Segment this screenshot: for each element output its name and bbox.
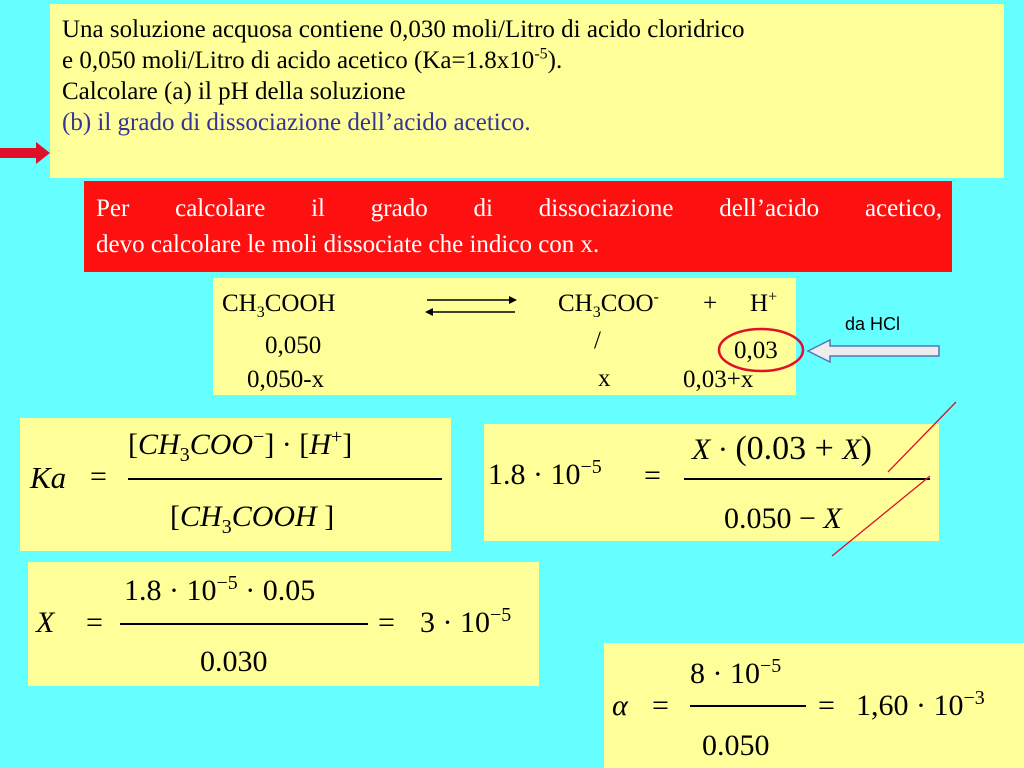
denominator-value: 0.050 − [724,502,824,535]
ka-numerator [128,426,353,466]
alpha-denominator: 0.050 [702,729,770,762]
reactant-acetic-acid [222,290,336,321]
bracket: [ [128,428,138,461]
numerator-exponent: −5 [760,655,782,677]
reaction-box [213,278,796,395]
initial-acid-conc: 0,050 [265,332,322,359]
slash-mark: / [594,327,601,354]
x-symbol: X [36,606,55,639]
x-denominator: 0.030 [200,645,268,678]
explanation-line-1: Per calcolare il grado di dissociazione dell’acido acetico, [96,195,942,222]
plus-sign: + [703,290,718,317]
numerator-mantissa: 1.8 · 10 [124,574,217,607]
numerator-exponent: −5 [216,572,238,594]
ka-denominator [170,500,335,538]
reactant-part: CH [222,290,257,317]
formula-part: CH [138,428,180,461]
result-mantissa: 3 · 10 [420,606,490,639]
equals-sign: = [644,459,661,492]
subscript: 3 [221,516,232,538]
charge: − [253,426,265,448]
problem-line-3: Calcolare (a) il pH della soluzione [62,78,406,105]
problem-line-2-end: ). [547,47,563,74]
alpha-calculation-box [604,643,1024,768]
equals-sign: = [378,606,395,639]
ka-exponent: -5 [534,45,548,63]
explanation-line-2: devo calcolare le moli dissociate che indico con x. [96,231,600,258]
bracket: [ [170,500,180,533]
x-variable: X [823,502,842,535]
x-calculation-box [28,562,539,686]
product-charge: - [653,288,659,306]
charge: + [330,426,343,448]
problem-line-1: Una soluzione acquosa contiene 0,030 moli/Litro di acido cloridrico [62,16,745,43]
product-part: CH [558,290,593,317]
equals-sign: = [818,689,835,722]
reactant-subscript: 3 [256,304,265,321]
highlight-circle-icon [716,325,812,375]
formula-part: COOH [231,500,317,533]
product-hydrogen-ion [750,288,778,317]
alpha-symbol: α [612,689,628,722]
result-mantissa: 1,60 · 10 [856,689,964,722]
problem-line-2 [62,45,1004,76]
formula-part: CH [180,500,222,533]
equilibrium-h-conc: 0,03+x [683,366,754,393]
hcl-source-label: da HCl [845,314,901,334]
product-acetate [558,288,659,321]
equilibrium-acid-conc: 0,050-x [247,366,325,393]
x-variable: X [692,433,711,466]
result-exponent: −5 [490,604,512,626]
ka-symbol: Ka [30,460,67,495]
fraction-bar [120,623,368,625]
formula-part: COO [189,428,254,461]
subscript: 3 [179,444,190,466]
pointer-arrow-icon [0,141,52,165]
ka-expression-box [20,418,451,551]
paren-expr: (0.03 + [735,430,843,467]
fraction-bar [128,478,442,480]
strike-through-icon [830,400,960,560]
numerator-mantissa: 8 · 10 [690,657,760,690]
numerator-tail: · 0.05 [237,574,316,607]
product-part: COO [600,290,654,317]
x-numerator [124,572,316,607]
ka-mantissa: 1.8 · 10 [488,458,581,491]
x-result [420,604,512,639]
dot: · [717,433,728,466]
product-part: H [750,290,769,317]
bracket-dot: ] · [ [264,428,310,461]
explanation-box [84,181,952,272]
hcl-pointer-arrow-icon [806,338,942,364]
product-subscript: 3 [592,304,601,321]
bracket: ] [342,428,353,461]
fraction-bar [690,705,806,707]
bracket: ] [316,500,335,533]
result-exponent: −3 [963,687,985,709]
initial-h-conc: 0,03 [734,337,778,364]
alpha-numerator [690,655,782,690]
problem-line-4: (b) il grado di dissociazione dell’acido acetico. [62,109,531,136]
product-charge: + [768,288,778,306]
paren-close: ) [860,430,872,467]
problem-box [50,4,1004,178]
ka-exponent: −5 [580,456,602,478]
reactant-part: COOH [264,290,336,317]
equals-sign: = [86,606,103,639]
problem-line-2-text: e 0,050 moli/Litro di acido acetico (Ka=1.8x10 [62,47,535,74]
eq2-denominator [724,504,842,534]
equals-sign: = [90,460,107,493]
alpha-result [856,687,985,722]
x-variable: X [842,433,861,466]
equals-sign: = [652,689,669,722]
ka-value [488,456,602,491]
equilibrium-arrows-icon [425,292,517,318]
equilibrium-acetate-conc: x [598,365,611,392]
formula-part: H [309,428,331,461]
